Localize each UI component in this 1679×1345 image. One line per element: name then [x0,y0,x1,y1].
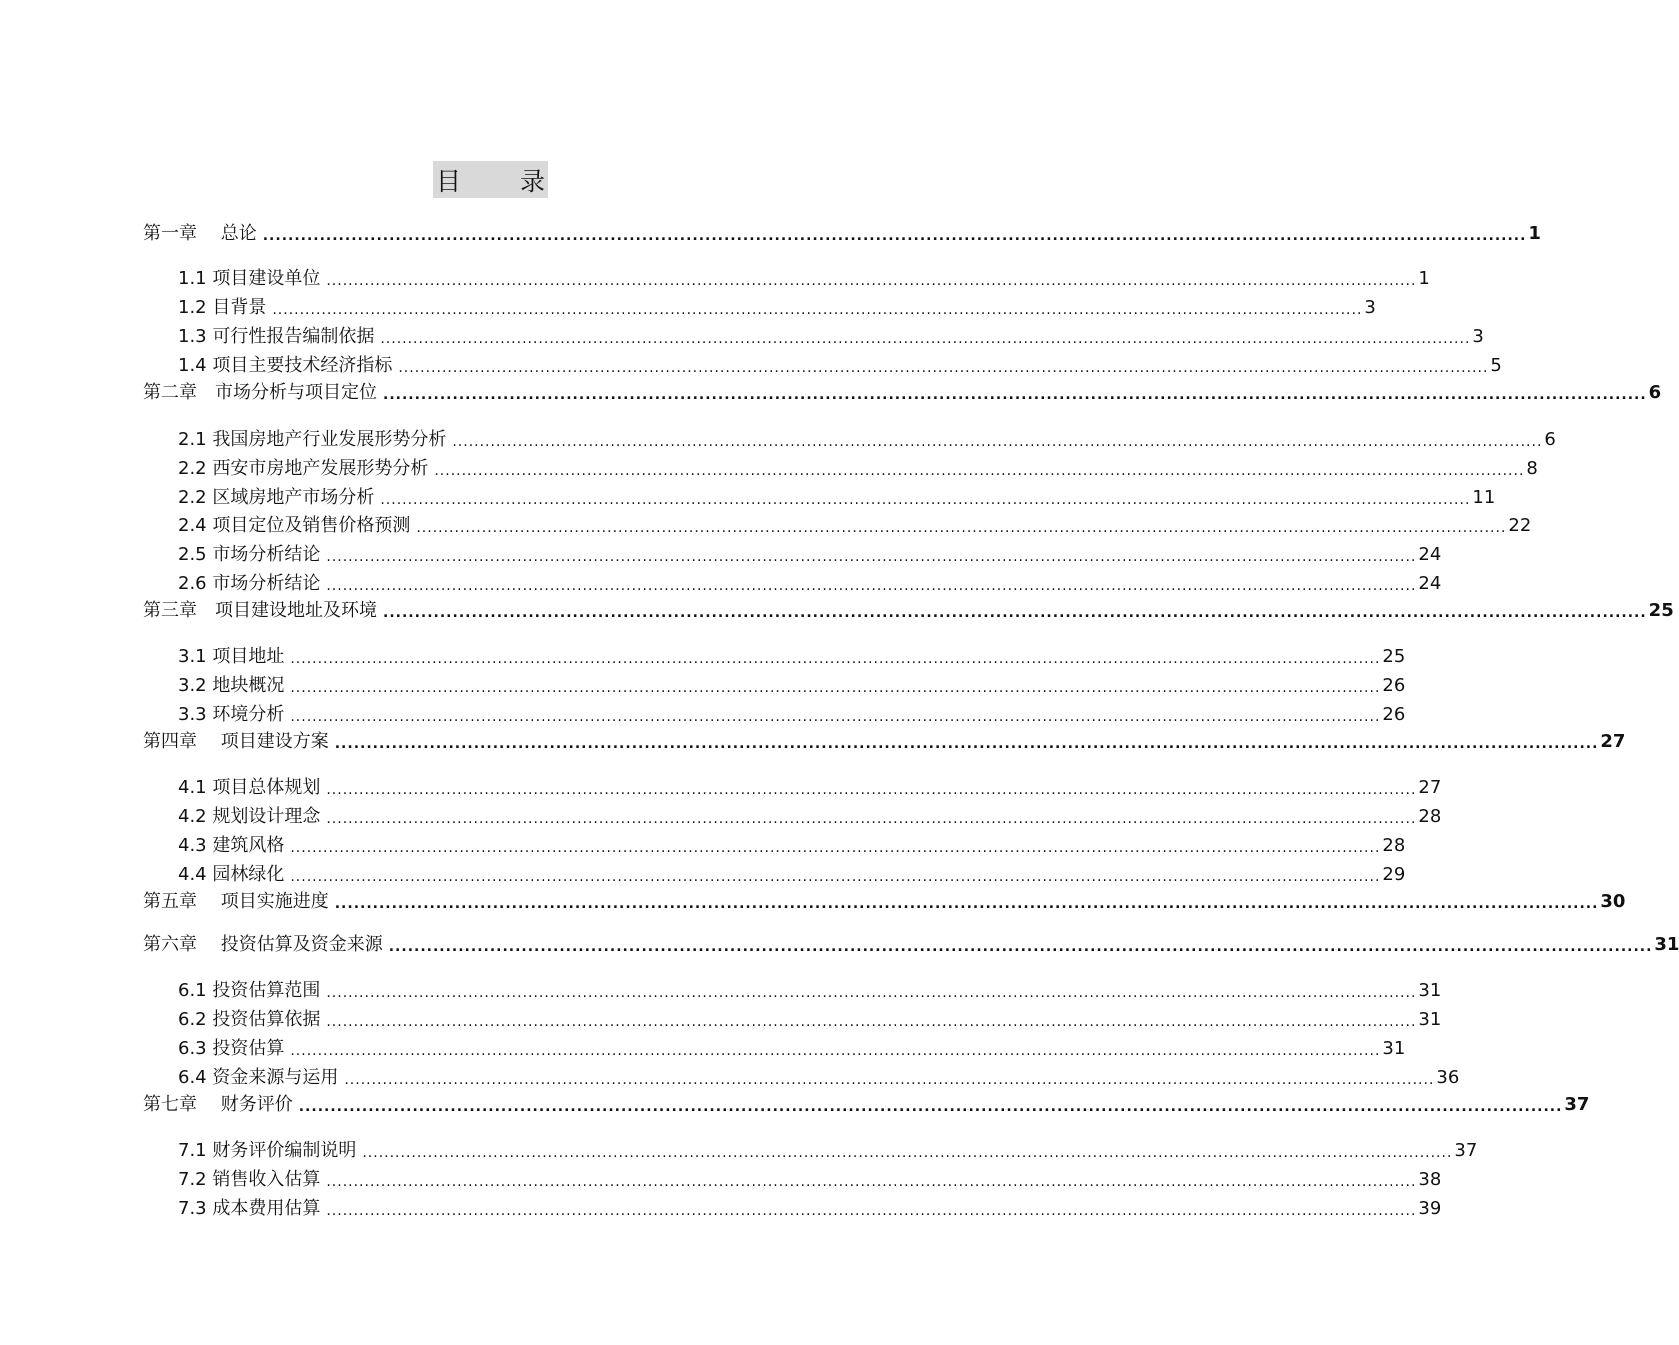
toc-dot-leader: ........................................................................................................................................................................................................ [334,896,1599,912]
toc-dot-leader: ........................................................................................................................................................................................................ [326,578,1417,594]
toc-dot-leader: ........................................................................................................................................................................................................ [326,1203,1417,1219]
toc-entry-label: 第七章 财务评价 [143,1094,293,1115]
toc-entry-page-number: 24 [1418,573,1442,594]
toc-entry-page-number: 30 [1600,891,1626,912]
toc-entry-page-number: 3 [1472,326,1484,347]
toc-entry-label: 6.2 投资估算依据 [178,1009,321,1030]
toc-entry-label: 第六章 投资估算及资金来源 [143,934,383,955]
toc-dot-leader: ........................................................................................................................................................................................................ [290,869,1381,885]
toc-section-entry[interactable] [178,511,1532,537]
toc-entry-label: 第三章 项目建设地址及环境 [143,600,377,621]
toc-dot-leader: ........................................................................................................................................................................................................ [434,463,1525,479]
toc-section-entry[interactable] [178,264,1430,290]
toc-entry-label: 1.3 可行性报告编制依据 [178,326,375,347]
toc-entry-label: 7.2 销售收入估算 [178,1169,321,1190]
toc-entry-page-number: 28 [1382,835,1406,856]
toc-dot-leader: ........................................................................................................................................................................................................ [388,939,1653,955]
toc-entry-label: 第二章 市场分析与项目定位 [143,382,377,403]
toc-dot-leader: ........................................................................................................................................................................................................ [326,1174,1417,1190]
toc-section-entry[interactable] [178,642,1406,668]
toc-entry-label: 2.1 我国房地产行业发展形势分析 [178,429,447,450]
toc-section-entry[interactable] [178,1005,1442,1031]
toc-entry-label: 2.6 市场分析结论 [178,573,321,594]
toc-dot-leader: ........................................................................................................................................................................................................ [380,331,1471,347]
toc-entry-label: 4.3 建筑风格 [178,835,285,856]
toc-entry-page-number: 25 [1648,600,1674,621]
toc-entry-label: 6.1 投资估算范围 [178,980,321,1001]
toc-dot-leader: ........................................................................................................................................................................................................ [290,680,1381,696]
toc-dot-leader: ........................................................................................................................................................................................................ [383,605,1647,621]
toc-entry-page-number: 11 [1472,487,1496,508]
toc-chapter-entry[interactable] [143,727,1626,753]
toc-section-entry[interactable] [178,569,1442,595]
toc-dot-leader: ........................................................................................................................................................................................................ [398,360,1489,376]
toc-dot-leader: ........................................................................................................................................................................................................ [326,811,1417,827]
toc-dot-leader: ........................................................................................................................................................................................................ [326,549,1417,565]
toc-dot-leader: ........................................................................................................................................................................................................ [452,434,1543,450]
toc-entry-page-number: 37 [1454,1140,1478,1161]
toc-entry-page-number: 29 [1382,864,1406,885]
toc-entry-label: 2.4 项目定位及销售价格预测 [178,515,411,536]
toc-entry-page-number: 1 [1528,223,1541,244]
toc-entry-page-number: 27 [1600,731,1626,752]
toc-dot-leader: ........................................................................................................................................................................................................ [326,273,1417,289]
toc-entry-page-number: 31 [1382,1038,1406,1059]
toc-section-entry[interactable] [178,425,1556,451]
toc-entry-page-number: 1 [1418,268,1430,289]
toc-entry-page-number: 27 [1418,777,1442,798]
toc-entry-page-number: 36 [1436,1067,1460,1088]
toc-dot-leader: ........................................................................................................................................................................................................ [298,1099,1563,1115]
toc-dot-leader: ........................................................................................................................................................................................................ [383,387,1647,403]
toc-entry-label: 3.1 项目地址 [178,646,285,667]
toc-section-entry[interactable] [178,1165,1442,1191]
toc-section-entry[interactable] [178,671,1406,697]
toc-entry-label: 第五章 项目实施进度 [143,891,329,912]
toc-entry-label: 7.3 成本费用估算 [178,1198,321,1219]
toc-entry-page-number: 26 [1382,704,1406,725]
toc-dot-leader: ........................................................................................................................................................................................................ [290,651,1381,667]
toc-section-entry[interactable] [178,322,1484,348]
toc-entry-page-number: 38 [1418,1169,1442,1190]
toc-section-entry[interactable] [178,802,1442,828]
toc-entry-page-number: 31 [1654,934,1679,955]
toc-entry-page-number: 28 [1418,806,1442,827]
toc-entry-page-number: 31 [1418,980,1442,1001]
toc-dot-leader: ........................................................................................................................................................................................................ [326,1014,1417,1030]
toc-entry-page-number: 31 [1418,1009,1442,1030]
toc-chapter-entry[interactable] [143,219,1541,245]
toc-entry-label: 第四章 项目建设方案 [143,731,329,752]
toc-section-entry[interactable] [178,351,1502,377]
toc-entry-label: 4.4 园林绿化 [178,864,285,885]
toc-entry-page-number: 26 [1382,675,1406,696]
toc-section-entry[interactable] [178,1034,1406,1060]
toc-entry-label: 7.1 财务评价编制说明 [178,1140,357,1161]
toc-dot-leader: ........................................................................................................................................................................................................ [326,782,1417,798]
toc-dot-leader: ........................................................................................................................................................................................................ [380,492,1471,508]
toc-entry-label: 3.3 环境分析 [178,704,285,725]
toc-entry-label: 2.2 西安市房地产发展形势分析 [178,458,429,479]
toc-section-entry[interactable] [178,483,1496,509]
toc-section-entry[interactable] [178,540,1442,566]
toc-entry-page-number: 39 [1418,1198,1442,1219]
toc-entry-label: 第一章 总论 [143,223,257,244]
toc-title-right: 录 [519,166,545,196]
toc-dot-leader: ........................................................................................................................................................................................................ [362,1145,1453,1161]
toc-dot-leader: ........................................................................................................................................................................................................ [290,709,1381,725]
toc-section-entry[interactable] [178,1063,1460,1089]
toc-section-entry[interactable] [178,454,1538,480]
toc-chapter-entry[interactable] [143,930,1679,956]
toc-entry-label: 4.2 规划设计理念 [178,806,321,827]
toc-entry-label: 1.1 项目建设单位 [178,268,321,289]
toc-entry-page-number: 25 [1382,646,1406,667]
toc-section-entry[interactable] [178,773,1442,799]
toc-section-entry[interactable] [178,293,1376,319]
toc-entry-page-number: 22 [1508,515,1532,536]
toc-entry-page-number: 5 [1490,355,1502,376]
toc-entry-page-number: 24 [1418,544,1442,565]
toc-entry-label: 1.4 项目主要技术经济指标 [178,355,393,376]
toc-entry-page-number: 3 [1364,297,1376,318]
toc-chapter-entry[interactable] [143,378,1662,404]
toc-entry-label: 2.2 区域房地产市场分析 [178,487,375,508]
toc-dot-leader: ........................................................................................................................................................................................................ [290,840,1381,856]
toc-title-left: 目 [436,166,462,196]
toc-entry-page-number: 8 [1526,458,1538,479]
toc-dot-leader: ........................................................................................................................................................................................................ [334,736,1599,752]
toc-section-entry[interactable] [178,976,1442,1002]
toc-chapter-entry[interactable] [143,1090,1590,1116]
toc-entry-label: 2.5 市场分析结论 [178,544,321,565]
toc-entry-label: 3.2 地块概况 [178,675,285,696]
toc-entry-label: 6.3 投资估算 [178,1038,285,1059]
toc-dot-leader: ........................................................................................................................................................................................................ [344,1072,1435,1088]
toc-chapter-entry[interactable] [143,596,1674,622]
toc-entry-label: 4.1 项目总体规划 [178,777,321,798]
toc-section-entry[interactable] [178,1136,1478,1162]
toc-entry-label: 6.4 资金来源与运用 [178,1067,339,1088]
toc-section-entry[interactable] [178,831,1406,857]
toc-entry-page-number: 6 [1648,382,1662,403]
toc-chapter-entry[interactable] [143,887,1626,913]
toc-entry-page-number: 6 [1544,429,1556,450]
toc-dot-leader: ........................................................................................................................................................................................................ [416,520,1507,536]
toc-section-entry[interactable] [178,1194,1442,1220]
toc-dot-leader: ........................................................................................................................................................................................................ [290,1043,1381,1059]
toc-section-entry[interactable] [178,860,1406,886]
toc-entry-label: 1.2 目背景 [178,297,267,318]
toc-dot-leader: ........................................................................................................................................................................................................ [272,302,1363,318]
toc-dot-leader: ........................................................................................................................................................................................................ [326,985,1417,1001]
toc-section-entry[interactable] [178,700,1406,726]
toc-dot-leader: ........................................................................................................................................................................................................ [262,228,1527,244]
toc-entry-page-number: 37 [1564,1094,1590,1115]
